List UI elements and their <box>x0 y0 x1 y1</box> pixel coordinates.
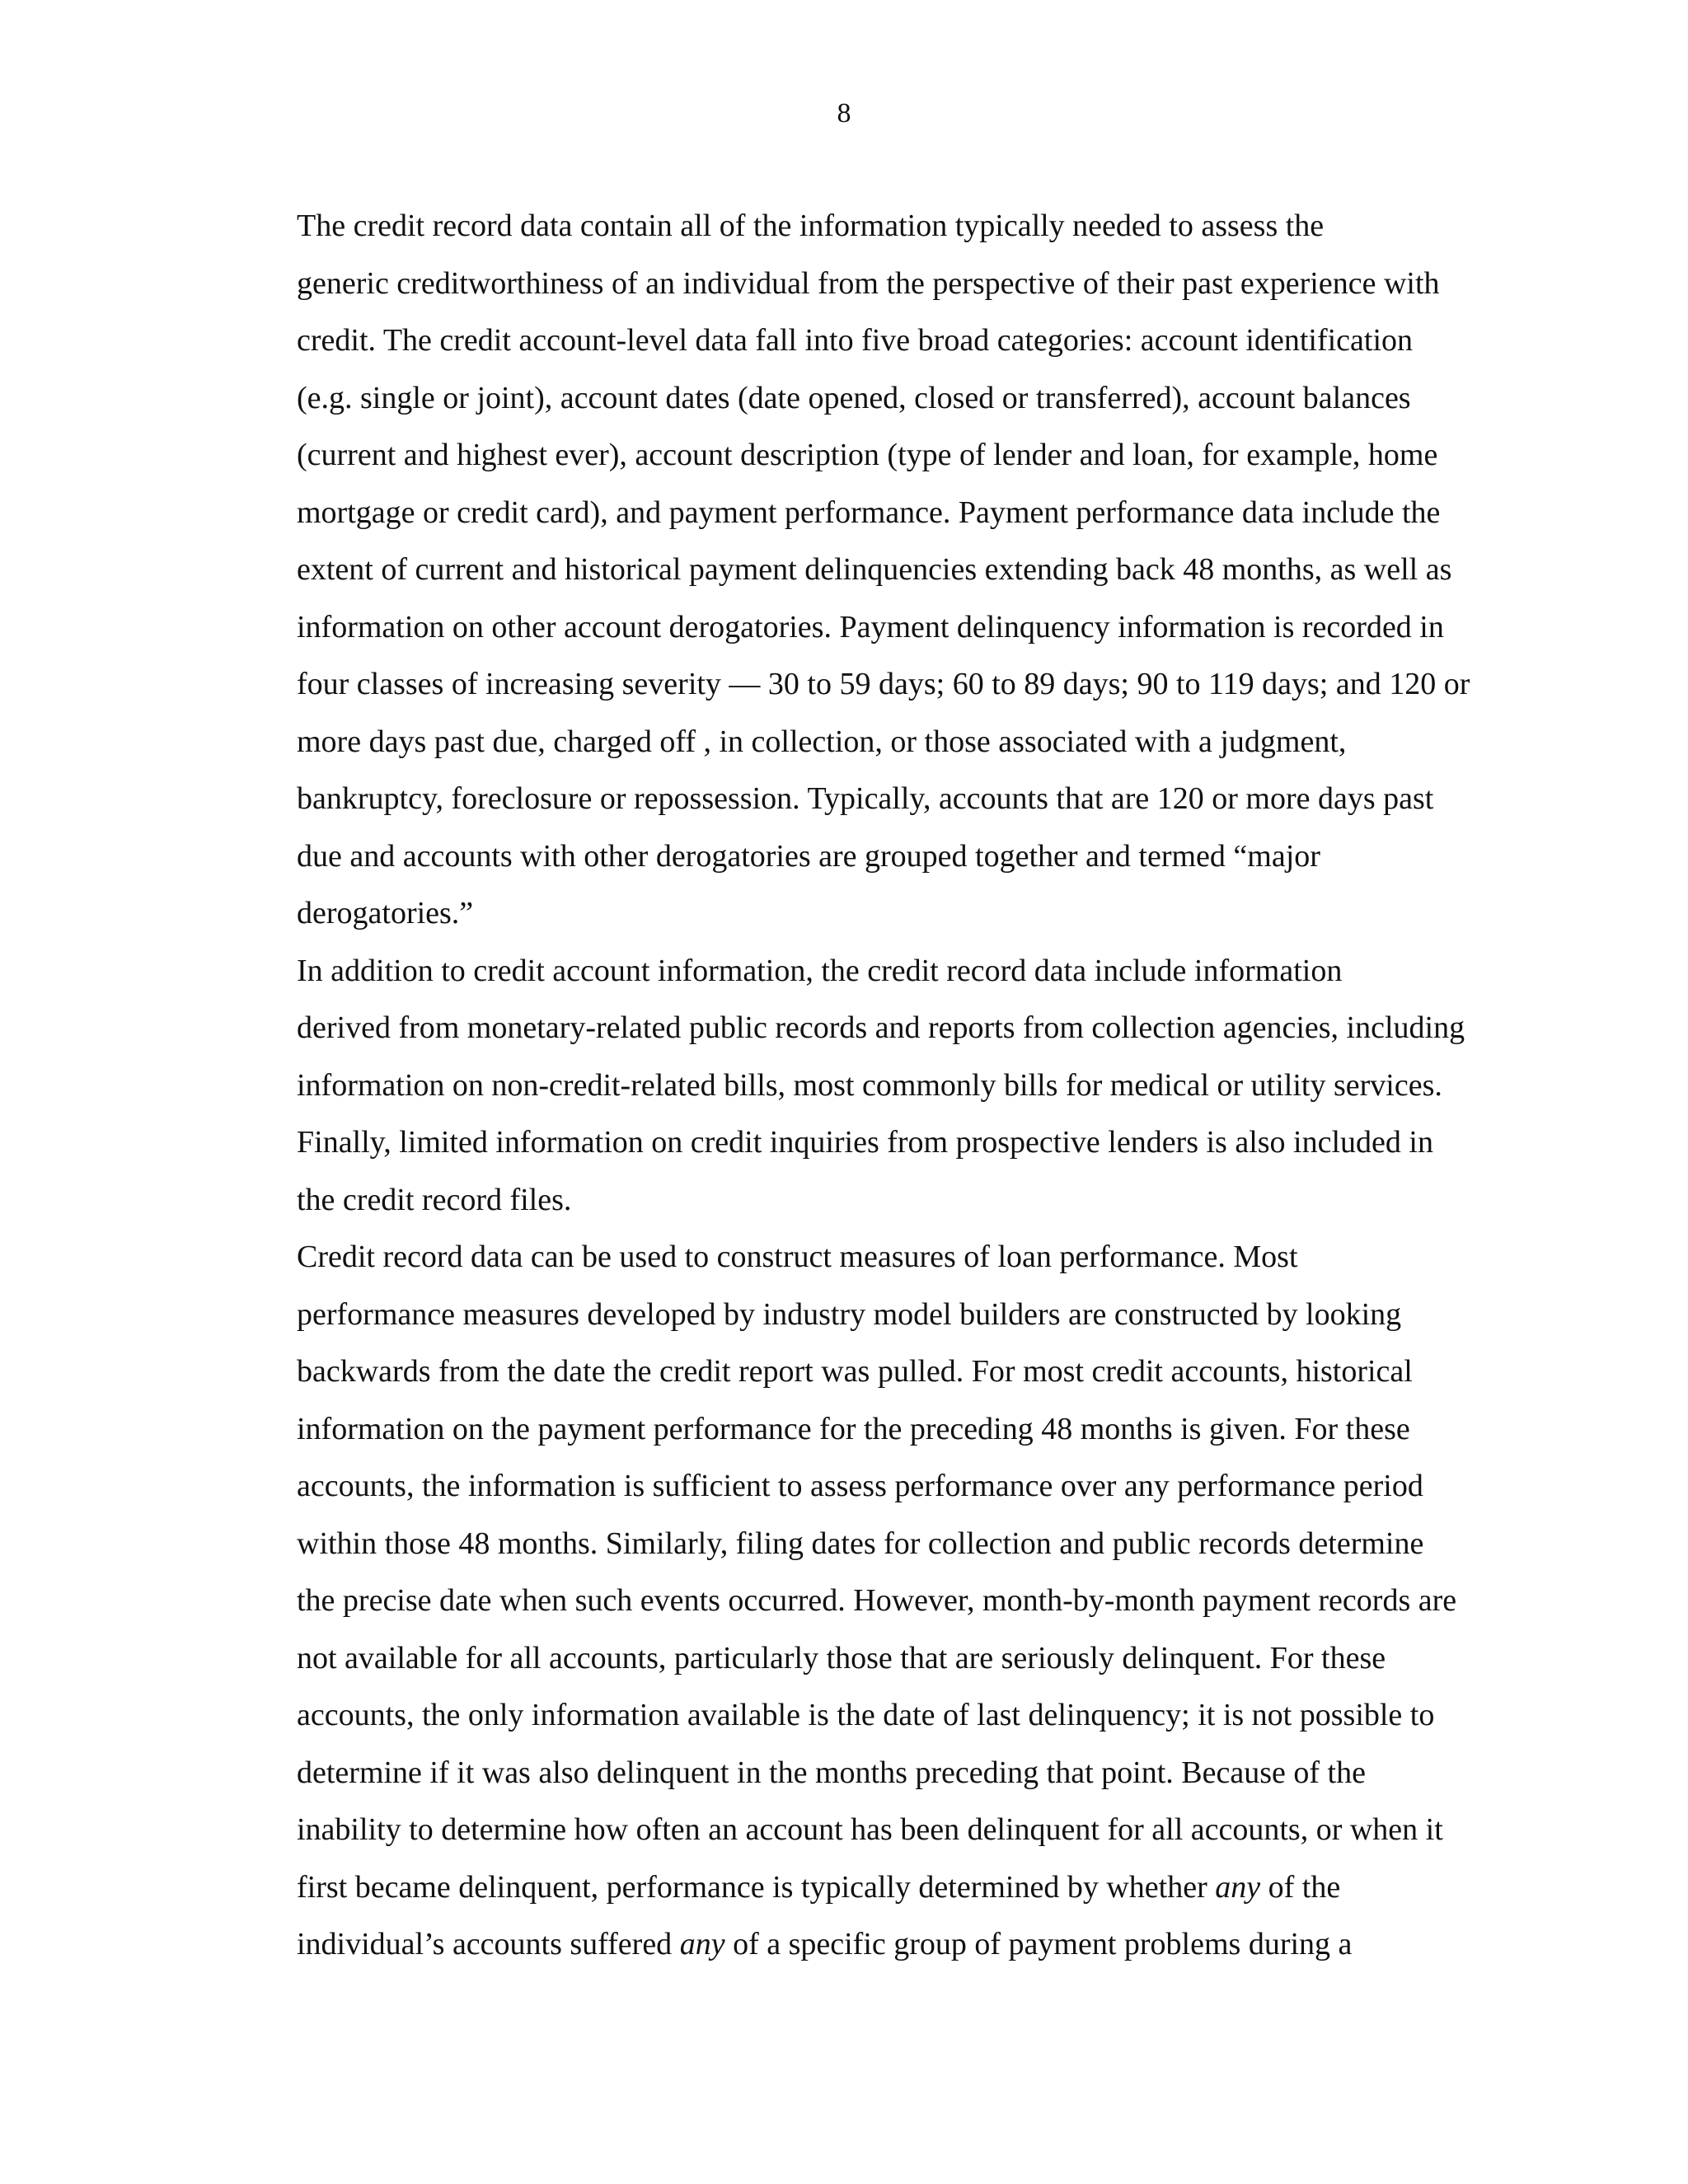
text-line: four classes of increasing severity — 30 to 59 days; 60 to 89 days; 90 to 119 days; and 120 or <box>297 667 1470 701</box>
text-line: mortgage or credit card), and payment performance. Payment performance data include the <box>297 494 1441 530</box>
emphasis-any: any <box>679 1927 725 1961</box>
emphasis-any: any <box>1215 1869 1261 1905</box>
text-segment: of a specific group of payment problems during a <box>724 1927 1353 1961</box>
text-line: The credit record data contain all of the information typically needed to assess the <box>297 209 1325 243</box>
text-line: Finally, limited information on credit inquiries from prospective lenders is also included in <box>297 1125 1433 1160</box>
text-line: more days past due, charged off , in collection, or those associated with a judgment, <box>297 724 1347 759</box>
text-line: derived from monetary-related public records and reports from collection agencies, including <box>297 1010 1465 1045</box>
paragraph-public-records <box>199 943 1465 1230</box>
text-line: bankruptcy, foreclosure or repossession. Typically, accounts that are 120 or more days past <box>297 781 1434 816</box>
text-line: determine if it was also delinquent in the months preceding that point. Because of the <box>297 1755 1366 1790</box>
paragraph-loan-performance <box>199 1229 1457 1974</box>
text-line: inability to determine how often an account has been delinquent for all accounts, or when it <box>297 1812 1443 1847</box>
text-line: credit. The credit account-level data fall into five broad categories: account identification <box>297 323 1414 358</box>
text-line: not available for all accounts, particularly those that are seriously delinquent. For these <box>297 1640 1386 1675</box>
page-number: 8 <box>837 98 851 129</box>
text-line: generic creditworthiness of an individual from the perspective of their past experience with <box>297 265 1440 301</box>
text-line: Credit record data can be used to construct measures of loan performance. Most <box>297 1240 1298 1274</box>
text-line: due and accounts with other derogatories are grouped together and termed “major <box>297 838 1320 874</box>
text-line: information on other account derogatories. Payment delinquency information is recorded in <box>297 609 1444 644</box>
text-line: within those 48 months. Similarly, filing dates for collection and public records determine <box>297 1526 1424 1561</box>
paragraph-credit-record-contents <box>199 198 1470 943</box>
text-line: accounts, the only information available is the date of last delinquency; it is not possible to <box>297 1698 1435 1732</box>
text-line: derogatories.” <box>297 896 474 930</box>
text-line: In addition to credit account information, the credit record data include information <box>297 953 1343 988</box>
text-line: information on non-credit-related bills, most commonly bills for medical or utility services. <box>297 1067 1442 1103</box>
text-line: backwards from the date the credit report was pulled. For most credit accounts, historical <box>297 1354 1413 1389</box>
text-line: (current and highest ever), account description (type of lender and loan, for example, home <box>297 438 1438 472</box>
text-line: accounts, the information is sufficient to assess performance over any performance period <box>297 1469 1423 1503</box>
text-line: information on the payment performance for the preceding 48 months is given. For these <box>297 1411 1410 1446</box>
text-line: the precise date when such events occurred. However, month-by-month payment records are <box>297 1583 1457 1618</box>
text-line: (e.g. single or joint), account dates (date opened, closed or transferred), account balances <box>297 380 1411 415</box>
text-line-with-emphasis <box>199 1859 1451 1917</box>
text-segment: first became delinquent, performance is typically determined by whether <box>297 1869 1216 1905</box>
text-segment: of the <box>1260 1869 1341 1905</box>
text-line: the credit record files. <box>297 1182 572 1217</box>
text-line-with-emphasis <box>199 1916 1451 1974</box>
body-text <box>199 198 1470 1974</box>
text-line: extent of current and historical payment delinquencies extending back 48 months, as well as <box>297 552 1452 587</box>
text-line: performance measures developed by industry model builders are constructed by looking <box>297 1296 1402 1332</box>
text-segment: individual’s accounts suffered <box>297 1927 680 1961</box>
